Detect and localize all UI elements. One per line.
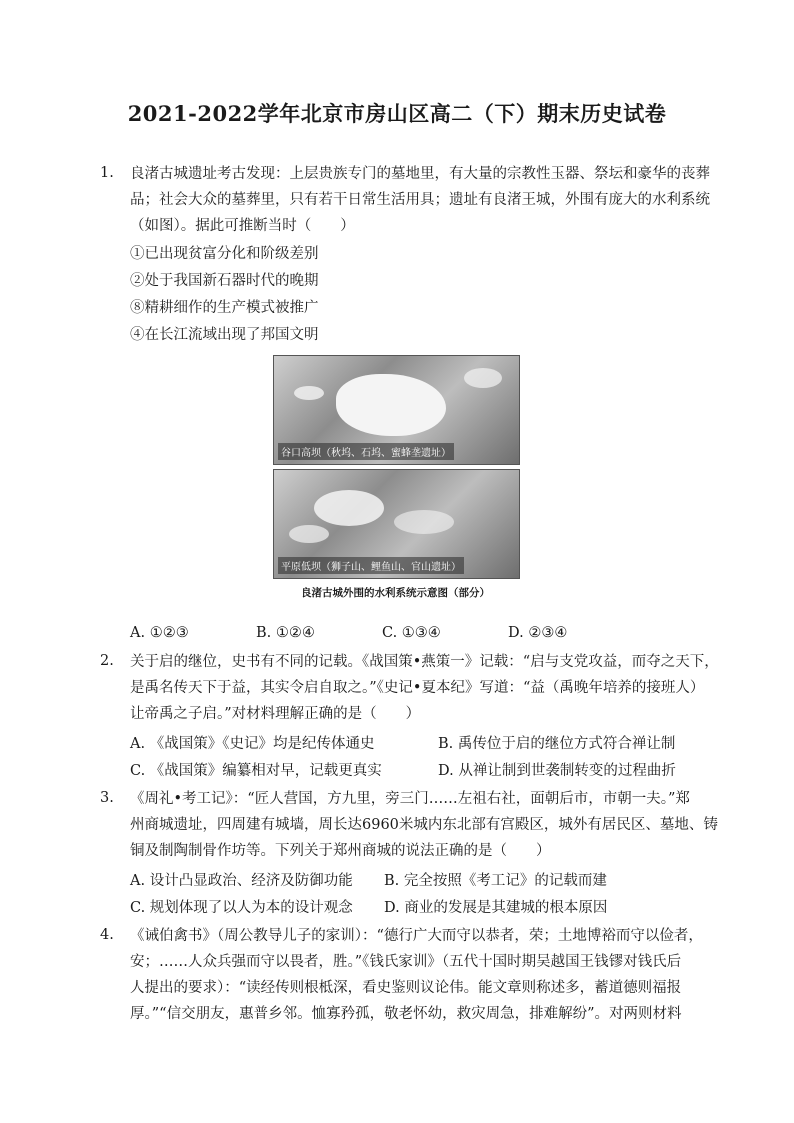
question-text-line: 州商城遗址，四周建有城墙，周长达6960米城内东北部有宫殿区，城外有居民区、墓地、铸 xyxy=(130,817,718,833)
water-system-figure xyxy=(273,355,518,600)
question-text-line: 关于启的继位，史书有不同的记载。《战国策•燕策一》记载：“启与支党攻益，而夺之天下， xyxy=(130,654,719,670)
question-text-line: 安；……人众兵强而守以畏者，胜。”《钱氏家训》（五代十国时期吴越国王钱镠对钱氏后 xyxy=(130,954,682,970)
question-text-line: 《周礼•考工记》：“匠人营国，方九里，旁三门……左祖右社，面朝后市，市朝一夫。”郑 xyxy=(130,791,690,807)
question-text-line: 良渚古城遗址考古发现：上层贵族专门的墓地里，有大量的宗教性玉器、祭坛和豪华的丧葬 xyxy=(130,166,710,182)
option-a[interactable]: A. ①②③ xyxy=(130,625,189,641)
option-d[interactable]: D. 从禅让制到世袭制转变的过程曲折 xyxy=(438,763,676,779)
question-text-line: 《诫伯禽书》（周公教导儿子的家训）：“德行广大而守以恭者，荣；土地博裕而守以俭者， xyxy=(130,928,703,944)
option-b[interactable]: B. 禹传位于启的继位方式符合禅让制 xyxy=(438,736,676,752)
map-caption-lower: 平原低坝（狮子山、鲤鱼山、官山遗址） xyxy=(278,557,464,574)
option-d[interactable]: D. 商业的发展是其建城的根本原因 xyxy=(384,900,608,916)
question-text-line: 是禹名传天下于益，其实令启自取之。”《史记•夏本纪》写道：“益（禹晚年培养的接班人） xyxy=(130,680,705,696)
map-photo-upper xyxy=(273,355,520,465)
statement-3: ⑧精耕细作的生产模式被推广 xyxy=(130,300,319,316)
question-text-line: 人提出的要求）：“读经传则根柢深，看史鉴则议论伟。能文章则称述多，蓄道德则福报 xyxy=(130,980,682,996)
question-number: 3. xyxy=(100,790,114,806)
option-a[interactable]: A. 《战国策》《史记》均是纪传体通史 xyxy=(130,736,375,752)
question-text-line: 铜及制陶制骨作坊等。下列关于郑州商城的说法正确的是（ ） xyxy=(130,843,551,859)
option-c[interactable]: C. 《战国策》编纂相对早，记载更真实 xyxy=(130,763,382,779)
figure-caption: 良渚古城外围的水利系统示意图（部分） xyxy=(301,587,490,599)
question-text-line: 品；社会大众的墓葬里，只有若干日常生活用具；遗址有良渚王城，外围有庞大的水利系统 xyxy=(130,192,710,208)
option-b[interactable]: B. 完全按照《考工记》的记载而建 xyxy=(384,873,607,889)
statement-4: ④在长江流域出现了邦国文明 xyxy=(130,327,319,343)
question-text-line: 让帝禹之子启。”对材料理解正确的是（ ） xyxy=(130,706,421,722)
option-c[interactable]: C. ①③④ xyxy=(382,625,441,641)
question-text-line: （如图）。据此可推断当时（ ） xyxy=(130,218,355,234)
option-c[interactable]: C. 规划体现了以人为本的设计观念 xyxy=(130,900,353,916)
statement-2: ②处于我国新石器时代的晚期 xyxy=(130,273,319,289)
question-text-line: 厚。”“信交朋友，惠普乡邻。恤寡矜孤，敬老怀幼，救灾周急，排难解纷”。对两则材料 xyxy=(130,1006,682,1022)
exam-title: 2021-2022学年北京市房山区高二（下）期末历史试卷 xyxy=(127,101,667,126)
option-b[interactable]: B. ①②④ xyxy=(256,625,315,641)
option-d[interactable]: D. ②③④ xyxy=(508,625,568,641)
statement-1: ①已出现贫富分化和阶级差别 xyxy=(130,246,319,262)
map-photo-lower xyxy=(273,469,520,579)
question-number: 1. xyxy=(100,165,114,181)
question-number: 4. xyxy=(100,927,114,943)
map-caption-upper: 谷口高坝（秋坞、石坞、蜜蜂垄遗址） xyxy=(278,443,454,460)
option-a[interactable]: A. 设计凸显政治、经济及防御功能 xyxy=(130,873,353,889)
question-number: 2. xyxy=(100,653,114,669)
